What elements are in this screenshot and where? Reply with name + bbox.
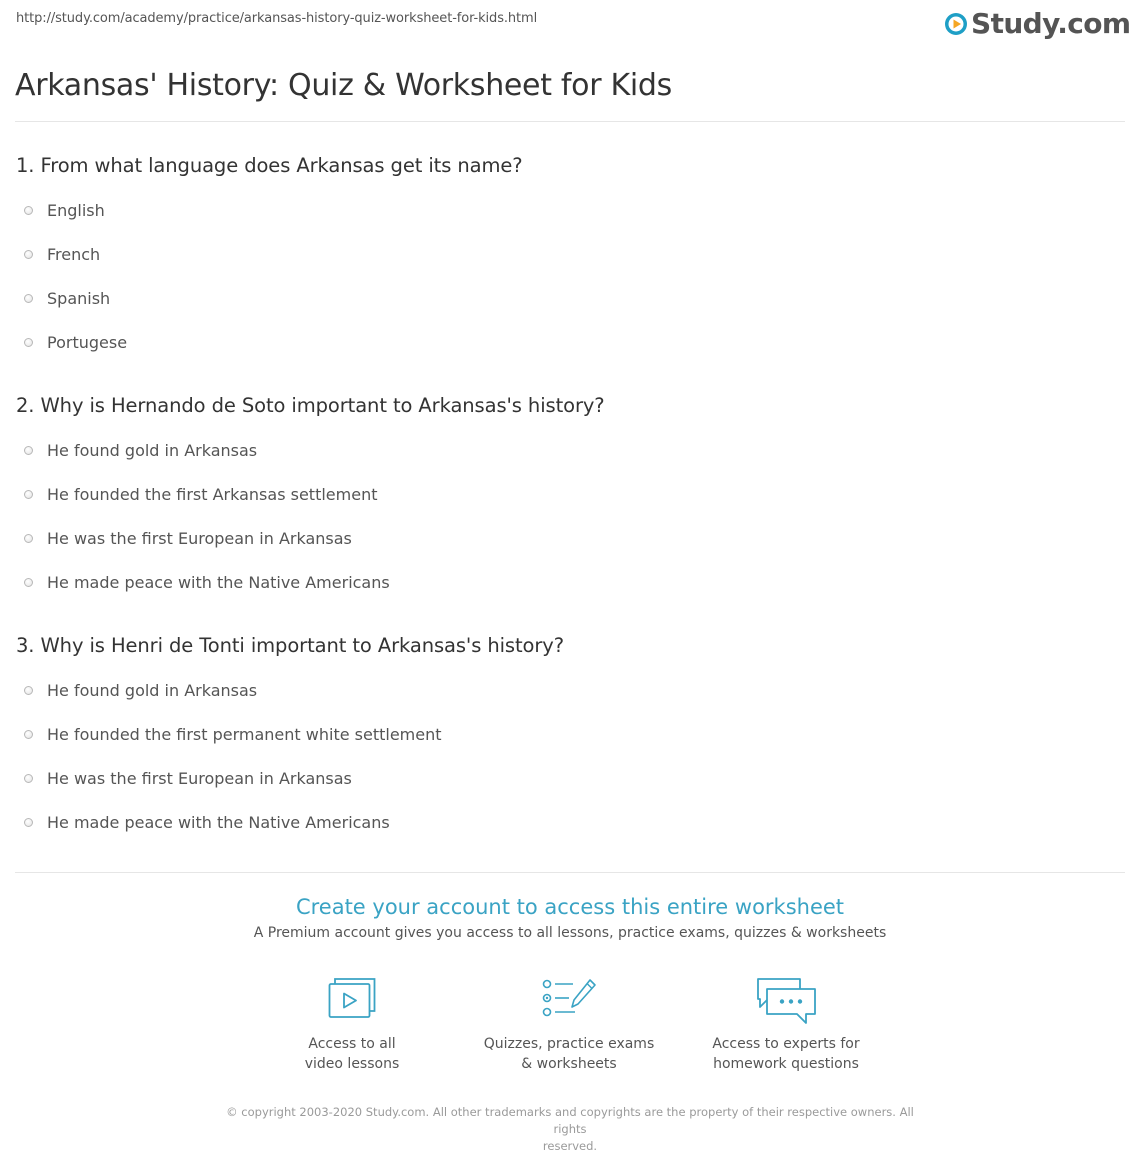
option-label: French [47, 244, 101, 264]
radio-button[interactable] [24, 206, 33, 215]
feature-label: & worksheets [521, 1056, 617, 1072]
radio-button[interactable] [24, 578, 33, 587]
feature-quizzes [469, 976, 669, 1074]
radio-button[interactable] [24, 686, 33, 695]
question-2-option-3[interactable] [24, 527, 352, 549]
question-3-option-2[interactable] [24, 723, 442, 745]
question-3-option-4[interactable] [24, 811, 390, 833]
question-2-option-2[interactable] [24, 483, 377, 505]
quiz-divider [15, 872, 1125, 873]
radio-button[interactable] [24, 490, 33, 499]
feature-label: video lessons [304, 1056, 400, 1072]
option-label: English [47, 200, 105, 220]
feature-video-lessons [252, 976, 452, 1074]
option-label: He was the first European in Arkansas [47, 768, 352, 788]
option-label: He founded the first permanent white settlement [47, 724, 442, 744]
question-2-title: 2. Why is Hernando de Soto important to Arkansas's history? [16, 394, 605, 417]
video-lessons-icon [327, 976, 377, 1022]
feature-label: homework questions [713, 1056, 859, 1072]
feature-label: Quizzes, practice exams [483, 1036, 655, 1052]
create-account-link[interactable]: Create your account to access this entire worksheet [295, 895, 845, 919]
question-1-option-1[interactable] [24, 199, 105, 221]
feature-label: Access to all [308, 1036, 396, 1052]
quiz-checklist-icon [541, 976, 597, 1022]
radio-button[interactable] [24, 338, 33, 347]
question-3-option-3[interactable] [24, 767, 352, 789]
feature-label: Access to experts for [712, 1036, 860, 1052]
premium-description: A Premium account gives you access to all lessons, practice exams, quizzes & worksheets [253, 925, 887, 941]
radio-button[interactable] [24, 818, 33, 827]
logo-text: Study.com [971, 7, 1131, 40]
question-1-title: 1. From what language does Arkansas get its name? [16, 154, 523, 177]
question-2-option-4[interactable] [24, 571, 390, 593]
title-divider [15, 121, 1125, 122]
question-3-title: 3. Why is Henri de Tonti important to Arkansas's history? [16, 634, 564, 657]
radio-button[interactable] [24, 294, 33, 303]
page-url: http://study.com/academy/practice/arkansas-history-quiz-worksheet-for-kids.html [16, 11, 538, 26]
page-title: Arkansas' History: Quiz & Worksheet for Kids [15, 68, 672, 103]
question-3-option-1[interactable] [24, 679, 257, 701]
copyright-text: © copyright 2003-2020 Study.com. All other trademarks and copyrights are the property of their respective owners. All rights [226, 1105, 914, 1136]
question-1-option-3[interactable] [24, 287, 110, 309]
radio-button[interactable] [24, 730, 33, 739]
radio-button[interactable] [24, 250, 33, 259]
option-label: He made peace with the Native Americans [47, 812, 390, 832]
option-label: Portugese [47, 332, 128, 352]
option-label: He founded the first Arkansas settlement [47, 484, 378, 504]
study-logo-icon [944, 12, 968, 36]
radio-button[interactable] [24, 446, 33, 455]
radio-button[interactable] [24, 534, 33, 543]
option-label: He found gold in Arkansas [47, 680, 258, 700]
study-logo[interactable] [944, 8, 1130, 40]
option-label: He was the first European in Arkansas [47, 528, 352, 548]
option-label: Spanish [47, 288, 111, 308]
feature-experts [686, 976, 886, 1074]
chat-bubbles-icon [754, 976, 818, 1026]
question-2-option-1[interactable] [24, 439, 257, 461]
option-label: He made peace with the Native Americans [47, 572, 390, 592]
copyright-text: reserved. [542, 1139, 598, 1153]
question-1-option-4[interactable] [24, 331, 127, 353]
radio-button[interactable] [24, 774, 33, 783]
question-1-option-2[interactable] [24, 243, 100, 265]
copyright-footer [210, 1104, 930, 1155]
option-label: He found gold in Arkansas [47, 440, 258, 460]
